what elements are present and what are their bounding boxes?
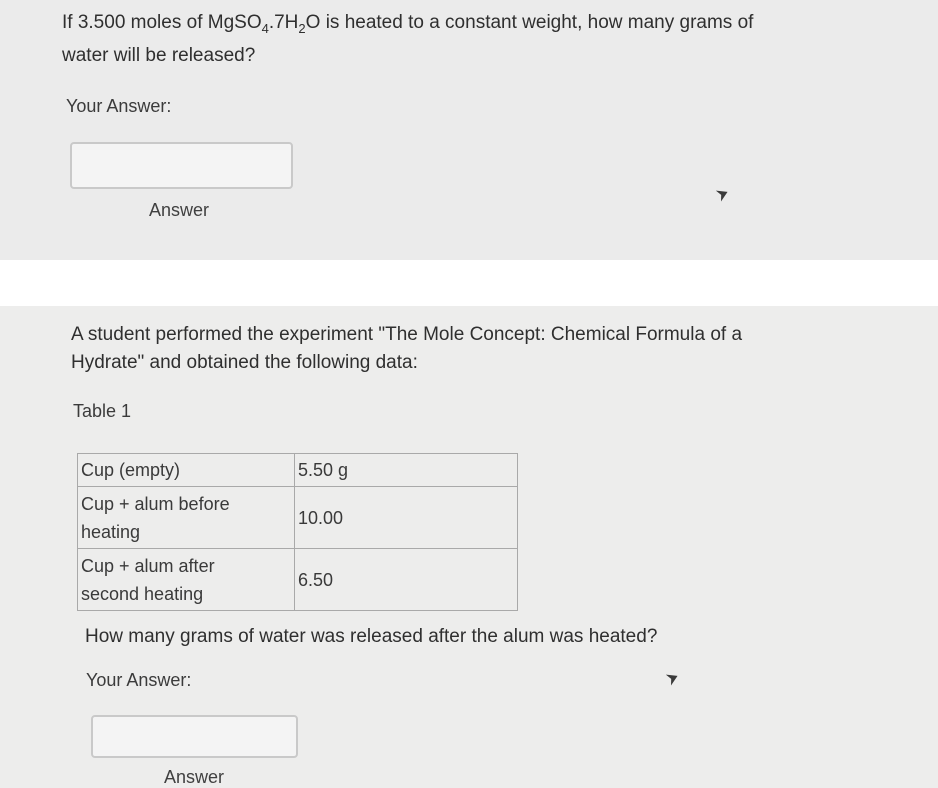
table-caption: Table 1 — [73, 401, 132, 421]
mouse-cursor-icon — [666, 670, 680, 686]
question-1-answer-button[interactable]: Answer — [149, 200, 210, 220]
table-cell-value: 6.50 — [295, 549, 518, 611]
question-1-panel — [0, 0, 938, 260]
question-2-panel — [0, 306, 938, 788]
table-cell-label: Cup + alum after second heating — [78, 549, 295, 611]
question-2-answer-button[interactable]: Answer — [164, 767, 225, 787]
question-2-your-answer-label: Your Answer: — [86, 670, 192, 690]
table-cell-value: 10.00 — [295, 487, 518, 549]
table-row — [78, 549, 518, 611]
table-cell-label: Cup (empty) — [78, 454, 295, 487]
question-1-answer-input[interactable] — [70, 142, 293, 189]
data-table — [77, 453, 518, 611]
mouse-cursor-icon — [716, 186, 730, 202]
question-1-text-line2: water will be released? — [62, 45, 256, 66]
question-2-text: How many grams of water was released after the alum was heated? — [85, 626, 658, 647]
table-row — [78, 454, 518, 487]
table-cell-label: Cup + alum before heating — [78, 487, 295, 549]
question-2-intro-line1: A student performed the experiment "The Mole Concept: Chemical Formula of a — [71, 324, 743, 345]
question-1-text-line1: If 3.500 moles of $MgSO_4.7H_2O$ is heated to a constant weight, how many grams of — [62, 12, 754, 36]
question-1-your-answer-label: Your Answer: — [66, 96, 172, 116]
table-row — [78, 487, 518, 549]
table-cell-value: 5.50 g — [295, 454, 518, 487]
question-2-answer-input[interactable] — [91, 715, 298, 758]
question-2-intro-line2: Hydrate" and obtained the following data: — [71, 352, 418, 373]
